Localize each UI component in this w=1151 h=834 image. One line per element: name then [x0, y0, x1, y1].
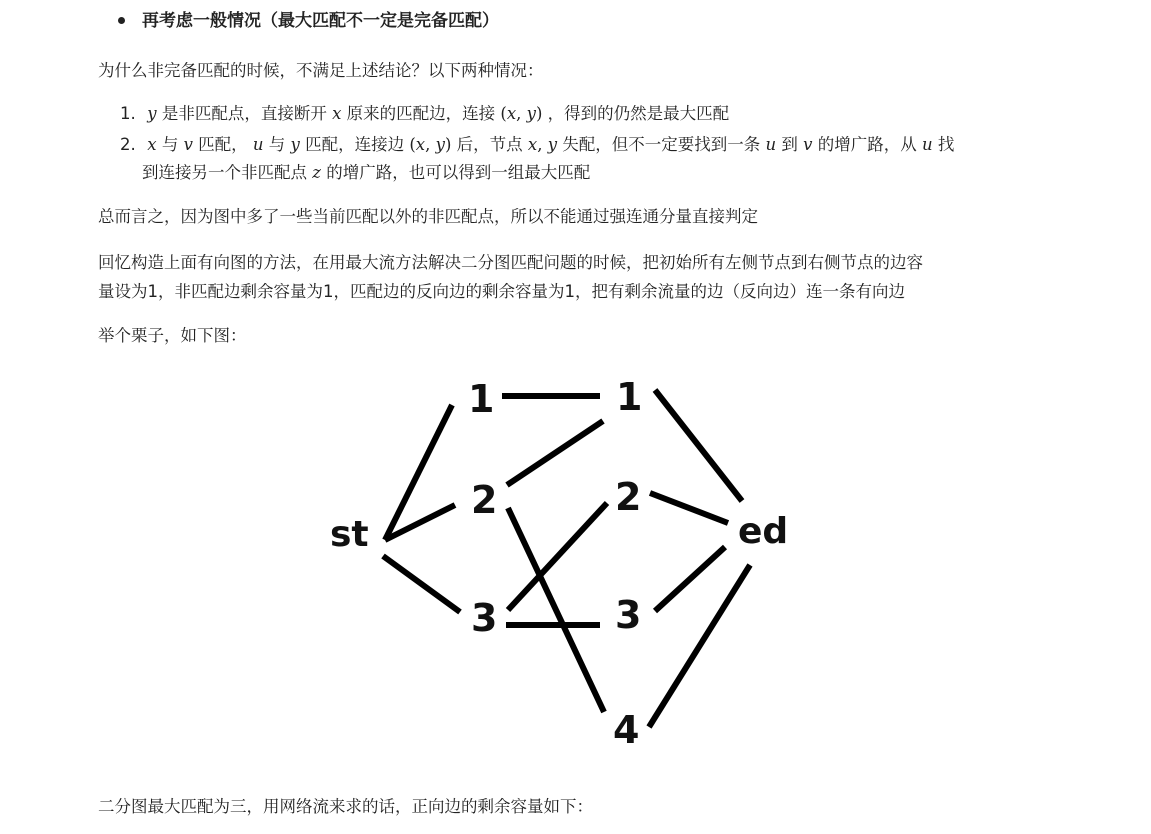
- list-item-continuation: 到连接另一个非匹配点 z 的增广路，也可以得到一组最大匹配: [142, 163, 591, 182]
- graph-edges: [383, 390, 750, 727]
- edge-r2-ed: [650, 493, 728, 523]
- bullet-icon: [118, 17, 125, 24]
- section-heading: 再考虑一般情况（最大匹配不一定是完备匹配）: [118, 8, 499, 34]
- edge-r3-ed: [655, 547, 725, 611]
- intro-paragraph: 为什么非完备匹配的时候，不满足上述结论？以下两种情况：: [98, 61, 544, 80]
- bottom-paragraph: 二分图最大匹配为三，用网络流来求的话，正向边的剩余容量如下：: [98, 797, 593, 816]
- node-sink: ed: [738, 511, 789, 552]
- recall-paragraph-line1: 回忆构造上面有向图的方法，在用最大流方法解决二分图匹配问题的时候，把初始所有左侧节点到右侧节点的边容: [98, 253, 923, 272]
- edge-l2-r4: [508, 508, 604, 712]
- bipartite-graph: [300, 360, 820, 760]
- list-item: 2. x 与 v 匹配， u 与 y 匹配，连接边 (x, y) 后，节点 x, y 失配，但不一定要找到一条 u 到 v 的增广路，从 u 找: [120, 135, 955, 154]
- node-right-1: 1: [616, 375, 643, 419]
- node-right-3: 3: [615, 593, 642, 637]
- node-left-2: 2: [471, 478, 498, 522]
- edge-l3-r2: [508, 503, 607, 610]
- recall-paragraph-line2: 量设为1，非匹配边剩余容量为1，匹配边的反向边的剩余容量为1，把有剩余流量的边（反向边）连一条有向边: [98, 282, 905, 301]
- edge-r4-ed: [649, 565, 750, 727]
- node-source: st: [330, 514, 369, 555]
- node-right-2: 2: [615, 475, 642, 519]
- edge-r1-ed: [655, 390, 742, 501]
- node-left-3: 3: [471, 596, 498, 640]
- node-right-4: 4: [613, 708, 640, 752]
- edge-l2-r1: [507, 421, 603, 485]
- edge-st-l3: [383, 556, 460, 612]
- edge-st-l1: [385, 405, 452, 540]
- node-left-1: 1: [468, 377, 495, 421]
- summary-paragraph: 总而言之，因为图中多了一些当前匹配以外的非匹配点，所以不能通过强连通分量直接判定: [98, 207, 758, 226]
- example-paragraph: 举个栗子，如下图：: [98, 326, 247, 345]
- list-item: 1. y 是非匹配点，直接断开 x 原来的匹配边，连接 (x, y) ，得到的仍然是最大匹配: [120, 104, 730, 123]
